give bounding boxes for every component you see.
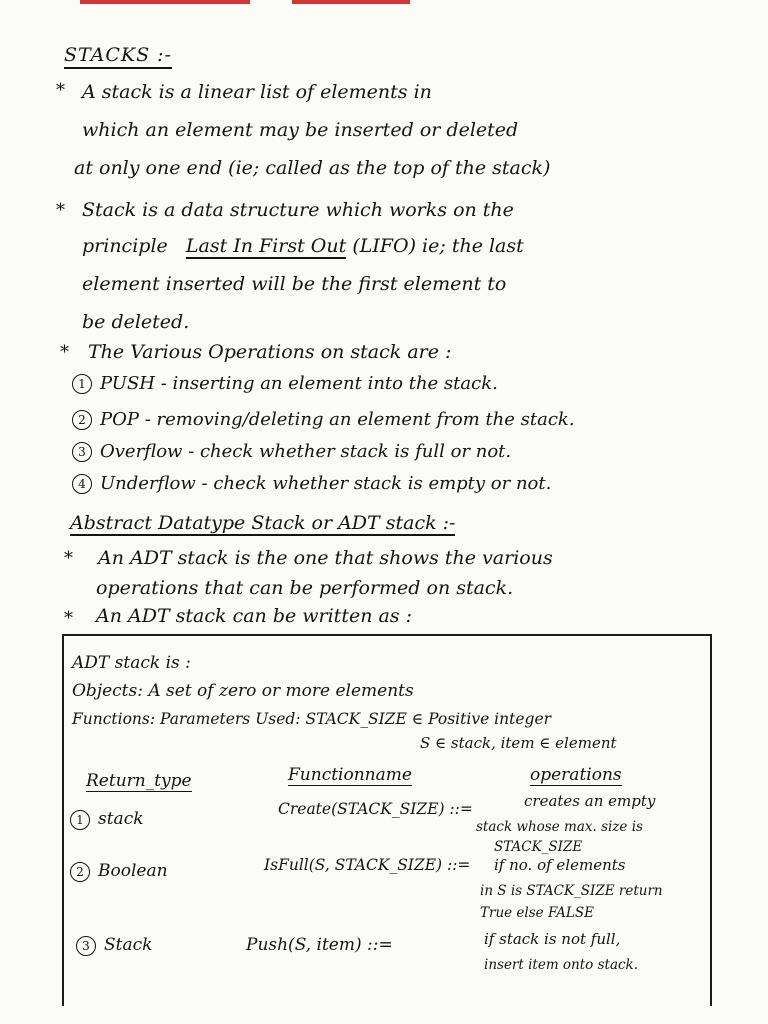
- text-line: at only one end (ie; called as the top of the stack): [74, 157, 551, 179]
- operation-item: 3 Overflow - check whether stack is full or not.: [72, 440, 511, 464]
- asterisk-bullet: *: [64, 548, 73, 569]
- circled-number: 4: [72, 474, 92, 494]
- box-line: S ∈ stack, item ∈ element: [420, 734, 617, 752]
- box-line: Objects: A set of zero or more elements: [72, 681, 414, 701]
- top-red-line: [292, 0, 410, 4]
- text-line: which an element may be inserted or deleted: [82, 119, 519, 141]
- row-operation: in S is STACK_SIZE return: [480, 883, 663, 899]
- circled-number: 3: [76, 936, 96, 956]
- box-line: Functions: Parameters Used: STACK_SIZE ∈ Positive integer: [72, 710, 552, 728]
- asterisk-bullet: *: [60, 342, 69, 363]
- section-heading: Abstract Datatype Stack or ADT stack :-: [70, 512, 456, 534]
- circled-number: 2: [70, 862, 90, 882]
- row-operation: creates an empty: [524, 792, 656, 810]
- underlined-phrase: Last In First Out: [185, 235, 347, 257]
- column-header-return-type: Return_type: [86, 771, 192, 791]
- row-function-name: IsFull(S, STACK_SIZE) ::=: [264, 856, 471, 874]
- operation-item: 4 Underflow - check whether stack is empty or not.: [72, 472, 551, 496]
- asterisk-bullet: *: [56, 80, 65, 101]
- adt-definition-box: [62, 634, 712, 1006]
- circled-number: 3: [72, 442, 92, 462]
- asterisk-bullet: *: [56, 200, 65, 221]
- text-line: The Various Operations on stack are :: [88, 341, 452, 363]
- text-line: operations that can be performed on stack.: [96, 577, 514, 599]
- circled-number: 1: [72, 374, 92, 394]
- row-function-name: Push(S, item) ::=: [246, 935, 393, 955]
- text-line: principle Last In First Out (LIFO) ie; the last: [82, 235, 524, 257]
- row-operation: insert item onto stack.: [484, 957, 639, 973]
- row-operation: if no. of elements: [494, 856, 626, 874]
- column-header-operations: operations: [530, 765, 622, 785]
- column-header-function-name: Functionname: [288, 765, 412, 785]
- operation-item: 2 POP - removing/deleting an element from the stack.: [72, 408, 575, 432]
- row-operation: STACK_SIZE: [494, 839, 583, 855]
- box-line: ADT stack is :: [72, 653, 191, 673]
- text-line: Stack is a data structure which works on the: [82, 199, 514, 221]
- text-line: An ADT stack can be written as :: [96, 605, 412, 627]
- text-line: be deleted.: [82, 311, 190, 333]
- text-line: element inserted will be the first element to: [82, 273, 507, 295]
- circled-number: 2: [72, 410, 92, 430]
- row-function-name: Create(STACK_SIZE) ::=: [278, 800, 473, 818]
- text-line: A stack is a linear list of elements in: [82, 81, 432, 103]
- row-return-type: 1 stack: [70, 808, 144, 830]
- asterisk-bullet: *: [64, 608, 73, 629]
- row-return-type: 3 Stack: [76, 934, 152, 956]
- row-operation: if stack is not full,: [484, 930, 621, 948]
- circled-number: 1: [70, 810, 90, 830]
- row-operation: stack whose max. size is: [476, 819, 643, 835]
- top-red-line: [80, 0, 250, 4]
- page-heading: STACKS :-: [64, 44, 172, 66]
- text-line: An ADT stack is the one that shows the various: [98, 547, 553, 569]
- row-return-type: 2 Boolean: [70, 860, 168, 882]
- row-operation: True else FALSE: [480, 905, 594, 921]
- operation-item: 1 PUSH - inserting an element into the stack.: [72, 372, 498, 396]
